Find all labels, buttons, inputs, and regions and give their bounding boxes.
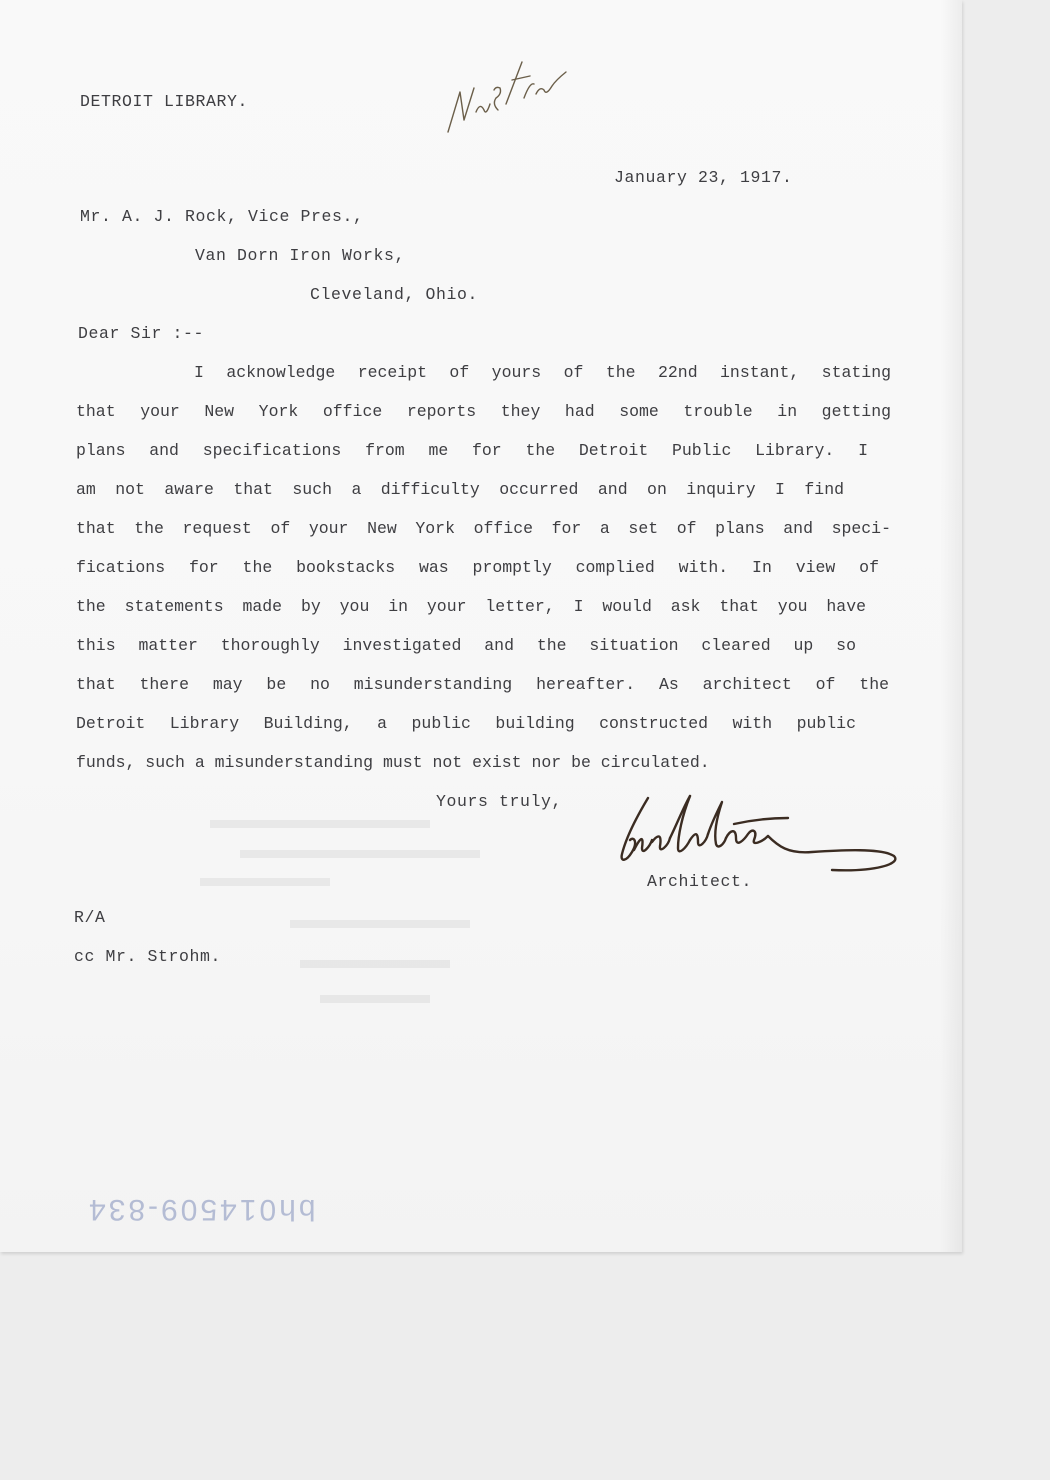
body-line: Detroit Library Building, a public building constructed with public xyxy=(76,714,856,733)
letterhead: DETROIT LIBRARY. xyxy=(80,92,249,111)
body-line: am not aware that such a difficulty occurred and on inquiry I find xyxy=(76,480,844,499)
recipient-city: Cleveland, Ohio. xyxy=(310,285,479,304)
archive-stamp: bh014509-834 xyxy=(86,1193,316,1226)
body-line: that there may be no misunderstanding hereafter. As architect of the xyxy=(76,675,889,694)
paper-bleed-through xyxy=(200,790,600,1020)
sheet-edge-shadow xyxy=(940,0,962,1252)
signature-title: Architect. xyxy=(647,872,753,891)
body-line: this matter thoroughly investigated and the situation cleared up so xyxy=(76,636,856,655)
body-line: I acknowledge receipt of yours of the 22nd instant, stating xyxy=(194,363,891,382)
recipient-name: Mr. A. J. Rock, Vice Pres., xyxy=(80,207,364,226)
body-line: funds, such a misunderstanding must not exist nor be circulated. xyxy=(76,753,710,772)
closing: Yours truly, xyxy=(436,792,563,811)
handwritten-signature xyxy=(612,790,902,885)
reference-initials: R/A xyxy=(74,908,106,927)
pencil-annotation xyxy=(440,40,570,140)
body-line: that your New York office reports they had some trouble in getting xyxy=(76,402,891,421)
letter-date: January 23, 1917. xyxy=(614,168,793,187)
salutation: Dear Sir :-- xyxy=(78,324,205,343)
cc-line: cc Mr. Strohm. xyxy=(74,947,222,966)
recipient-company: Van Dorn Iron Works, xyxy=(195,246,406,265)
body-line: that the request of your New York office for a set of plans and speci- xyxy=(76,519,891,538)
body-line: fications for the bookstacks was promptly complied with. In view of xyxy=(76,558,879,577)
body-line: plans and specifications from me for the Detroit Public Library. I xyxy=(76,441,868,460)
body-line: the statements made by you in your letter, I would ask that you have xyxy=(76,597,866,616)
